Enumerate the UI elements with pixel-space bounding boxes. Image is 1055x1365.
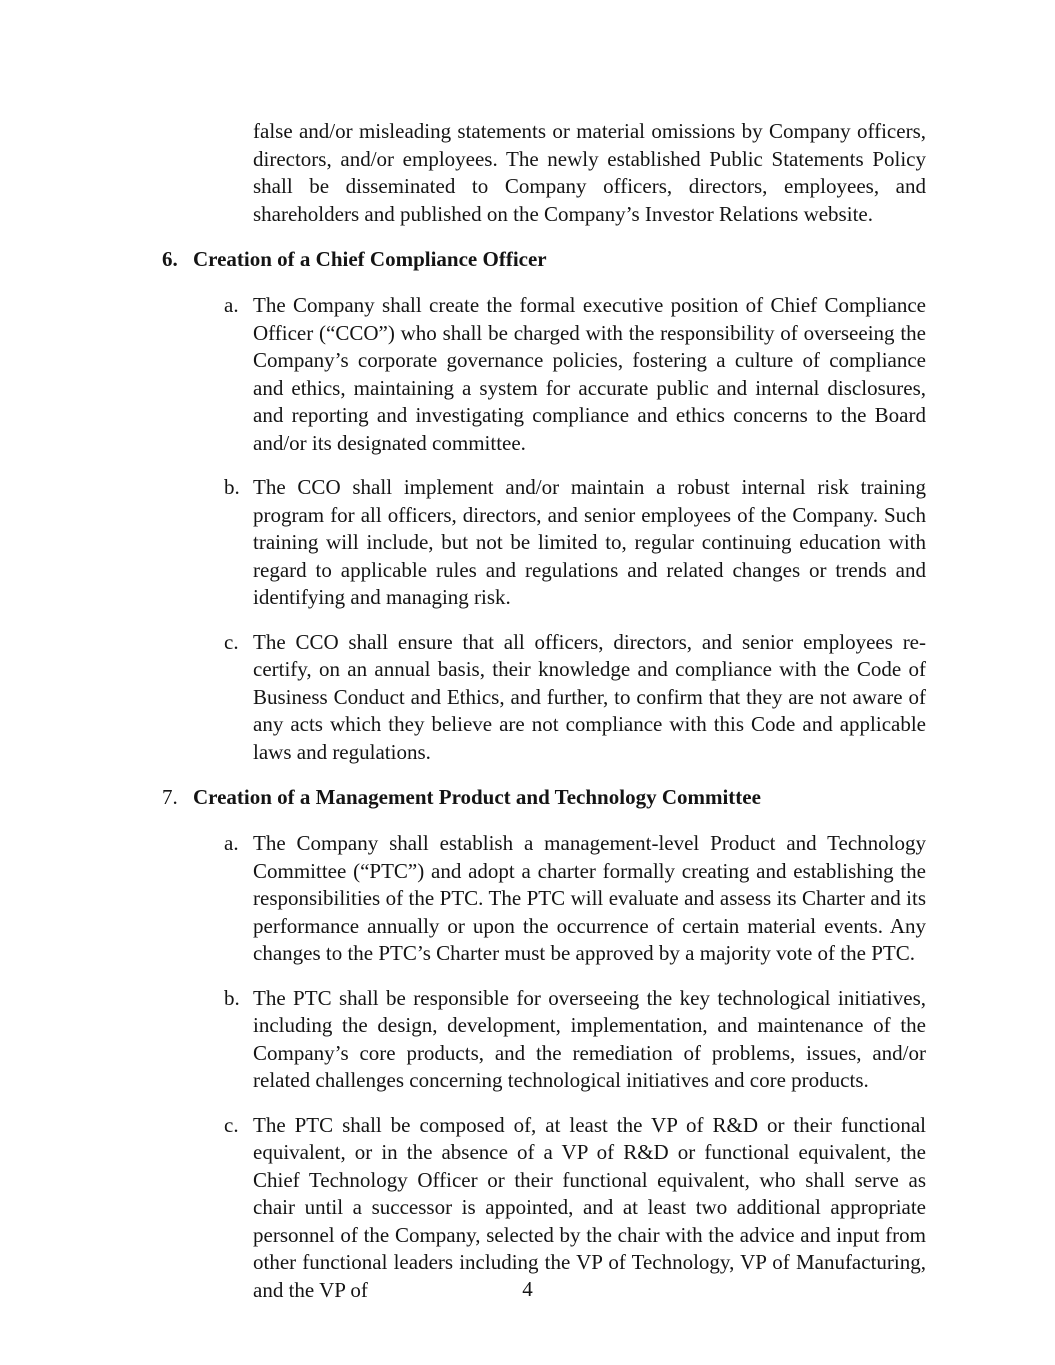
section-7-number: 7. [162,785,178,809]
section-7-heading [162,783,926,811]
section-6-number: 6. [162,247,178,271]
page-number: 4 [522,1277,533,1301]
section-6-heading [162,245,926,273]
list-item-6b-label: b. [224,475,240,499]
list-item-7b-label: b. [224,985,240,1010]
list-item-6a-label: a. [224,293,239,317]
list-item-7c-text: The PTC shall be composed of, at least the VP of R&D or their functional equivalent, or in the absence of a VP of R&D or functional equivalent, the Chief Technology Officer or their functional equivalent, who shall serve as chair until a successor is appointed, and at least two additional appropriate personnel of the Company, selected by the chair with the advice and input from other functional leaders including the VP of Technology, VP of Manufacturing, and the VP of [253,1112,926,1302]
list-item-7a-label: a. [224,831,239,855]
paragraph-continuation: false and/or misleading statements or material omissions by Company officers, directors, and/or employees. The newly established Public Statements Policy shall be disseminated to Company officers, directors, employees, and shareholders and published on the Company’s Investor Relations website. [253,119,926,226]
list-item-7c-label: c. [224,1112,239,1137]
list-item-6c-text: The CCO shall ensure that all officers, directors, and senior employees re-certify, on an annual basis, their knowledge and compliance with the Code of Business Conduct and Ethics, and further, to confirm that they are not aware of any acts which they believe are not compliance with this Code and applicable laws and regulations. [253,629,926,764]
list-item-6b-text: The CCO shall implement and/or maintain a robust internal risk training program for all officers, directors, and senior employees of the Company. Such training will include, but not be limited to, regular continuing education with regard to applicable rules and regulations and related changes or trends and identifying and managing risk. [253,475,926,609]
list-item-7a [224,830,926,968]
list-item-6b [224,474,926,612]
section-6-title: Creation of a Chief Compliance Officer [193,247,547,271]
list-item-6c [224,629,926,767]
list-item-6c-label: c. [224,629,239,654]
section-7-title: Creation of a Management Product and Technology Committee [193,785,761,809]
list-item-7a-text: The Company shall establish a management-level Product and Technology Committee (“PTC”) and adopt a charter formally creating and establishing the responsibilities of the PTC. The PTC will evaluate and assess its Charter and its performance annually or upon the occurrence of certain material events. Any changes to the PTC’s Charter must be approved by a majority vote of the PTC. [253,831,926,965]
list-item-6a [224,292,926,457]
list-item-7b-text: The PTC shall be responsible for overseeing the key technological initiatives, including the design, development, implementation, and maintenance of the Company’s core products, and the remediation of problems, issues, and/or related challenges concerning technological initiatives and core products. [253,985,926,1092]
list-item-6a-text: The Company shall create the formal executive position of Chief Compliance Officer (“CCO”) who shall be charged with the responsibility of overseeing the Company’s corporate governance policies, fostering a culture of compliance and ethics, maintaining a system for accurate public and internal disclosures, and reporting and investigating compliance and ethics concerns to the Board and/or its designated committee. [253,293,926,455]
list-item-7b [224,985,926,1095]
